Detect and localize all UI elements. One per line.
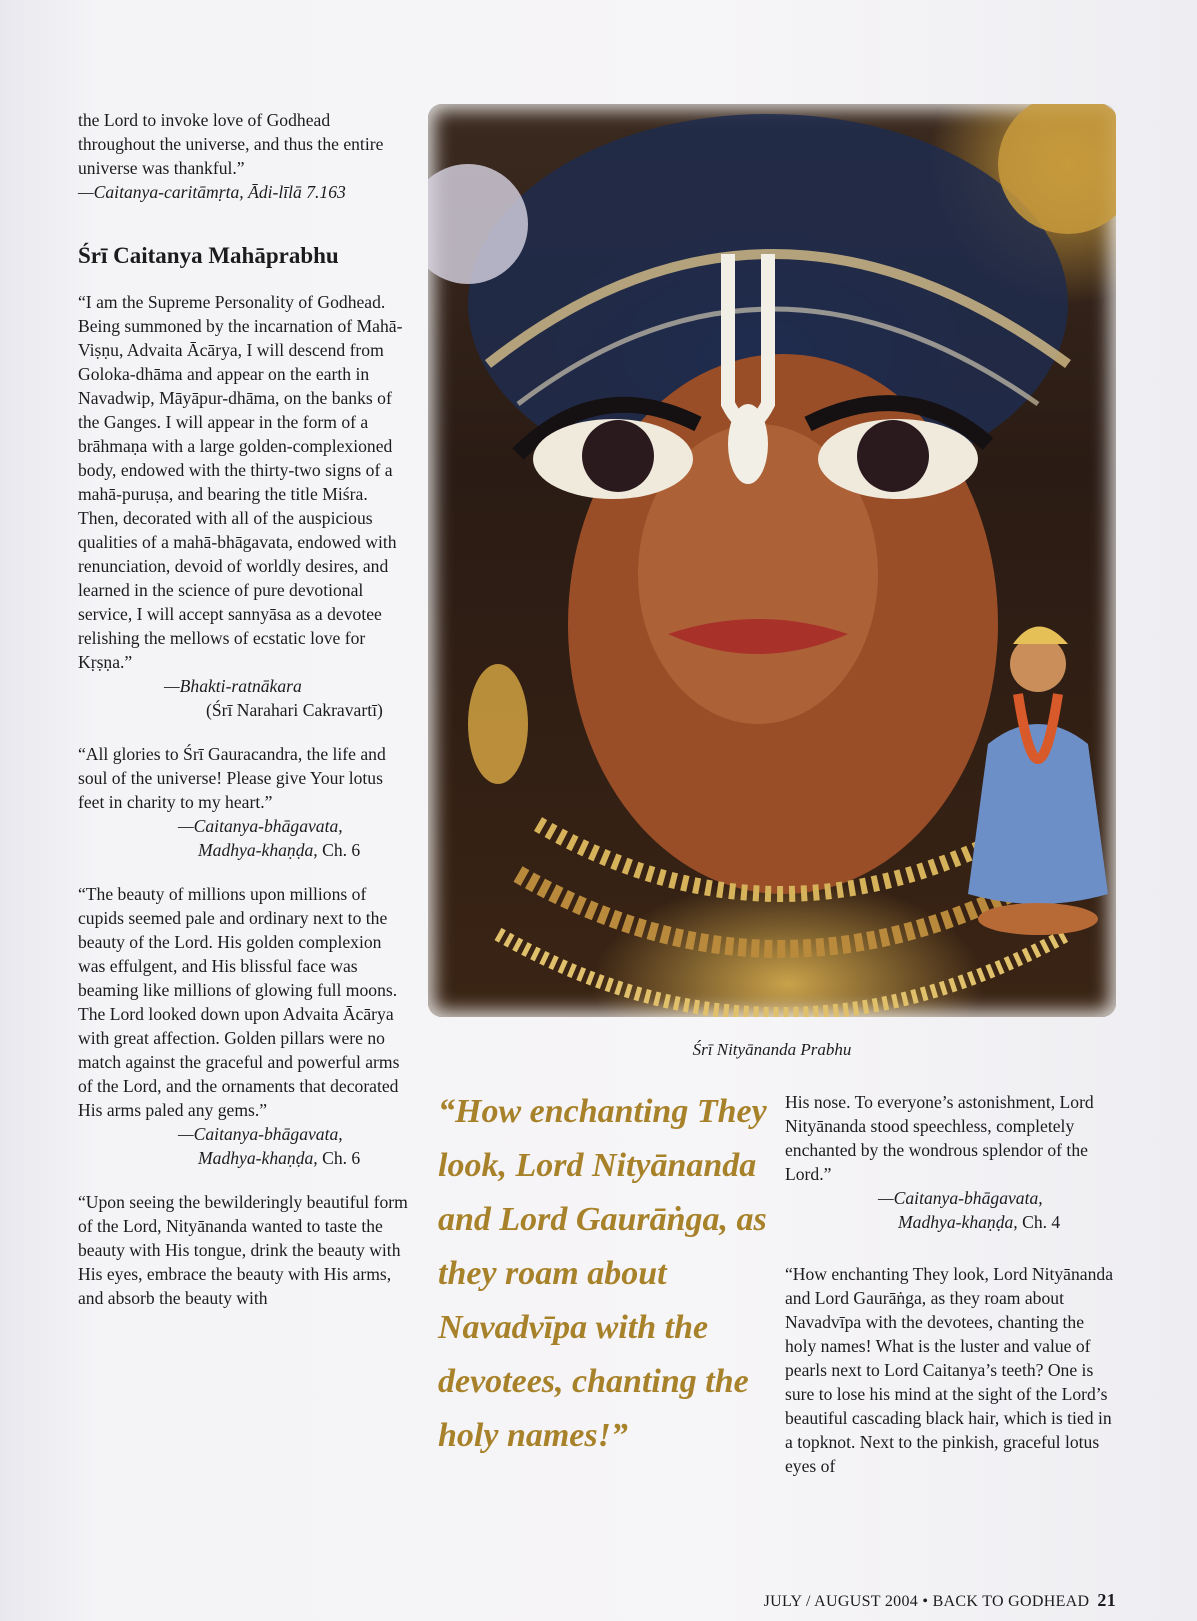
quote-1-citation-line-2: (Śrī Narahari Cakravartī) (206, 700, 383, 720)
issue-label: JULY / AUGUST 2004 • BACK TO GODHEAD (763, 1593, 1090, 1610)
quote-4: “Upon seeing the bewilderingly beautiful form of the Lord, Nityānanda wanted to taste the beauty with His tongue, drink the beauty with His eyes, embrace the beauty with His arms, and absorb the beauty with (78, 1192, 408, 1308)
section-heading: Śrī Caitanya Mahāprabhu (78, 243, 339, 268)
quote-3: “The beauty of millions upon millions of cupids seemed pale and ordinary next to the beauty of the Lord. His golden complexion was effulgent, and His blissful face was beaming like millions of glowing full moons. The Lord looked down upon Advaita Ācārya with great affection. Golden pillars were no match against the graceful and powerful arms of the Lord, and the ornaments that decorated His arms paled any gems.” (78, 884, 400, 1120)
quote-1-citation-line-1: —Bhakti-ratnākara (164, 676, 302, 696)
quote-3-citation-line-1: —Caitanya-bhāgavata, (178, 1124, 343, 1144)
quote-3-citation-chapter: Ch. 6 (317, 1148, 361, 1168)
quote-2-citation-line-1: —Caitanya-bhāgavata, (178, 816, 343, 836)
quote-3-citation-work: Madhya-khaṇḍa, (198, 1148, 318, 1168)
quote-4-citation-line-2 (785, 1210, 1115, 1234)
deity-photo (428, 104, 1116, 1017)
quote-4-continuation: His nose. To everyone’s astonishment, Lord Nityānanda stood speechless, completely enchanted by the wondrous splendor of the Lord.” (785, 1092, 1094, 1184)
quote-1: “I am the Supreme Personality of Godhead. Being summoned by the incarnation of Mahā-Viṣṇu, Advaita Ācārya, I will descend from Goloka-dhāma and appear on the earth in Navadwip, Māyāpur-dhāma, on the banks of the Ganges. I will appear in the form of a brāhmaṇa with a large golden-complexioned body, endowed with the thirty-two signs of a mahā-puruṣa, and bearing the title Miśra. Then, decorated with all of the auspicious qualities of a mahā-bhāgavata, endowed with renunciation, devoid of worldly desires, and learned in the science of pure devotional service, I will accept sannyāsa as a devotee relishing the mellows of ecstatic love for Kṛṣṇa.” (78, 292, 403, 672)
left-pupil (582, 420, 654, 492)
quote-2-citation-work: Madhya-khaṇḍa, (198, 840, 318, 860)
right-pupil (857, 420, 929, 492)
photo-caption: Śrī Nityānanda Prabhu (692, 1040, 852, 1059)
page-number: 21 (1097, 1590, 1116, 1610)
quote-4-citation-chapter: Ch. 4 (1017, 1212, 1061, 1232)
tilak-drop (728, 404, 768, 484)
quote-3-citation-line-2 (78, 1146, 408, 1170)
quote-4-citation-work: Madhya-khaṇḍa, (898, 1212, 1018, 1232)
quote-2: “All glories to Śrī Gauracandra, the life and soul of the universe! Please give Your lotus feet in charity to my heart.” (78, 744, 386, 812)
quote-2-citation-chapter: Ch. 6 (317, 840, 361, 860)
quote-2-citation-line-2 (78, 838, 408, 862)
left-column (78, 108, 408, 1310)
quote-5: “How enchanting They look, Lord Nityānanda and Lord Gaurāṅga, as they roam about Navadvīpa with the devotees, chanting the holy names! What is the luster and value of pearls next to Lord Caitanya’s teeth? One is sure to lose his mind at the sight of the Lord’s beautiful cascading black hair, which is tied in a topknot. Next to the pinkish, graceful lotus eyes of (785, 1264, 1114, 1476)
intro-quote: the Lord to invoke love of Godhead throughout the universe, and thus the entire universe was thankful.” (78, 110, 384, 178)
right-column (785, 1090, 1115, 1478)
pull-quote: “How enchanting They look, Lord Nityānanda and Lord Gaurāṅga, as they roam about Navadvīpa with the devotees, chanting the holy names!” (438, 1093, 767, 1454)
deity-illustration (428, 104, 1116, 1017)
intro-citation: —Caitanya-caritāmṛta, Ādi-līlā 7.163 (78, 182, 346, 202)
quote-4-citation-line-1: —Caitanya-bhāgavata, (878, 1188, 1043, 1208)
earring (468, 664, 528, 784)
page-footer (720, 1590, 1116, 1611)
